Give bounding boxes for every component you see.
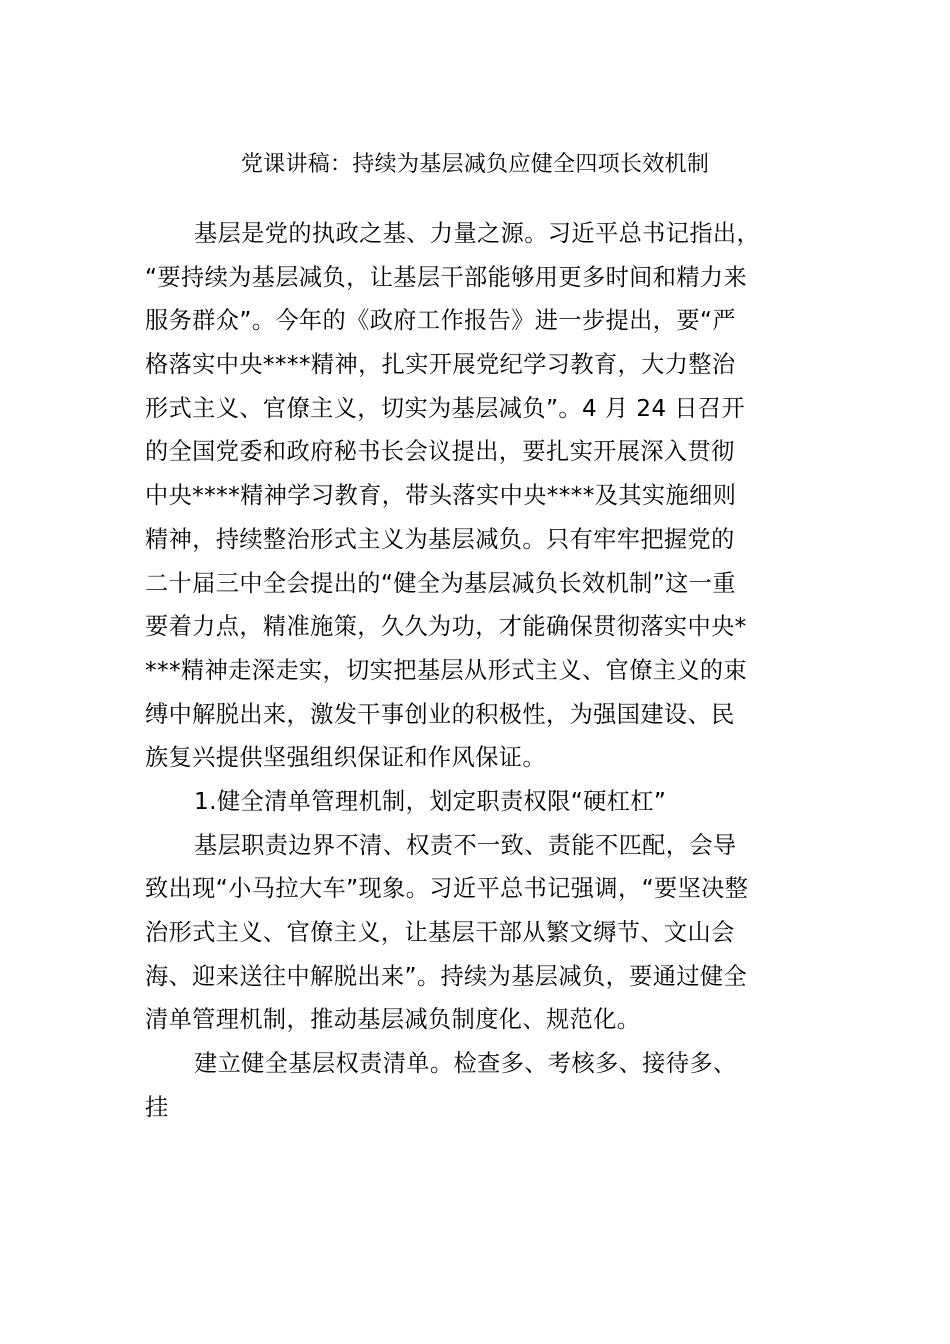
document-body (145, 219, 845, 1136)
text-line: 的全国党委和政府秘书长会议提出，要扎实开展深入贯彻 (145, 438, 735, 466)
text-line-intro-1: 基层是党的执政之基、力量之源。习近平总书记指出， (194, 220, 761, 247)
text-line: 中央****精神学习教育，带头落实中央****及其实施细则 (145, 482, 737, 510)
text-line: 精神，持续整治形式主义为基层减负。只有牢牢把握党的 (145, 525, 735, 553)
text-line: 要着力点，精准施策，久久为功，才能确保贯彻落实中央* (145, 613, 747, 641)
text-line: 族复兴提供坚强组织保证和作风保证。 (145, 744, 546, 772)
text-line: 挂 (145, 1093, 169, 1121)
text-line: 形式主义、官僚主义，切实为基层减负”。4 月 24 日召开 (145, 394, 746, 422)
text-line: 清单管理机制，推动基层减负制度化、规范化。 (145, 1006, 641, 1034)
text-line: 治形式主义、官僚主义，让基层干部从繁文缛节、文山会 (145, 919, 735, 946)
text-line: ***精神走深走实，切实把基层从形式主义、官僚主义的束 (145, 656, 748, 684)
text-line: 二十届三中全会提出的“健全为基层减负长效机制”这一重 (145, 569, 736, 597)
text-line: 格落实中央****精神，扎实开展党纪学习教育，大力整治 (145, 351, 736, 379)
text-line: 缚中解脱出来，激发干事创业的积极性，为强国建设、民 (145, 700, 735, 728)
section-heading-1: 1.健全清单管理机制，划定职责权限“硬杠杠” (194, 787, 667, 815)
text-line-section1-para1: 基层职责边界不清、权责不一致、责能不匹配，会导 (194, 831, 737, 859)
text-line: 服务群众”。今年的《政府工作报告》进一步提出，要“严 (145, 307, 736, 335)
text-line: 海、迎来送往中解脱出来”。持续为基层减负，要通过健全 (145, 962, 748, 990)
document-title: 党课讲稿：持续为基层减负应健全四项长效机制 (240, 152, 710, 177)
text-line: “要持续为基层减负，让基层干部能够用更多时间和精力来 (145, 263, 748, 291)
text-line-section1-para2: 建立健全基层权责清单。检查多、考核多、接待多、 (194, 1050, 737, 1078)
text-line: 致出现“小马拉大车”现象。习近平总书记强调，“要坚决整 (145, 875, 749, 903)
